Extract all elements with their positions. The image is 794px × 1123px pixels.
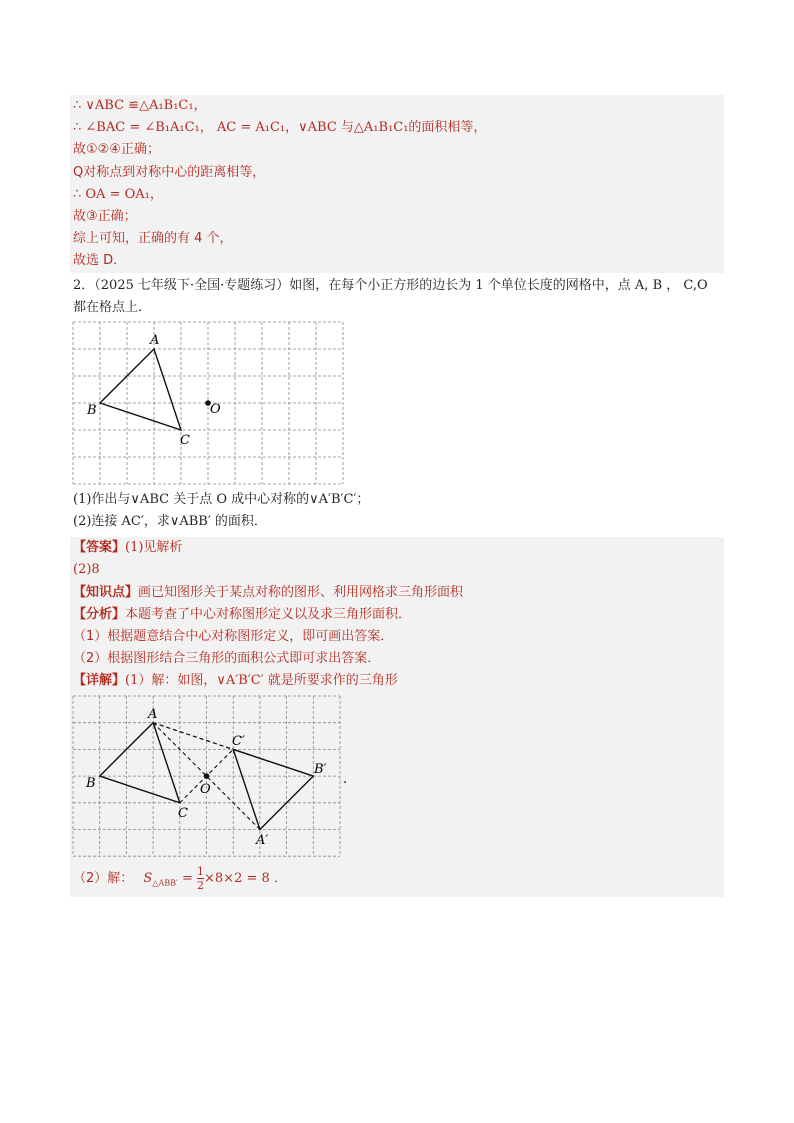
label-a-prime: A′ xyxy=(256,832,269,848)
solution-line-7: 综上可知，正确的有 4 个， xyxy=(70,228,724,250)
figure-trailing-period: . xyxy=(343,771,348,787)
detail-tag: 【详解】 xyxy=(73,673,126,689)
area-result: ×8×2 = 8 ． xyxy=(204,870,287,886)
detail-line xyxy=(70,670,724,692)
answer-part-1: (1)见解析 xyxy=(125,540,183,556)
figure-1 xyxy=(70,319,724,487)
label-b: B xyxy=(87,402,97,418)
triangle-a2b2c2 xyxy=(233,749,313,829)
fraction-denominator: 2 xyxy=(197,878,205,892)
triangle-abc xyxy=(100,349,181,430)
answer-line-1 xyxy=(70,537,724,559)
figure-2 xyxy=(70,693,724,861)
question-part-2: (2)连接 AC′，求∨ABB′ 的面积． xyxy=(70,511,724,533)
detail-text: (1）解：如图，∨A′B′C′ 就是所要求作的三角形 xyxy=(125,673,398,689)
part2-solution xyxy=(70,861,724,897)
label-o: O xyxy=(210,401,221,417)
triangle-abc-2 xyxy=(100,722,180,802)
label-a: A xyxy=(150,332,160,348)
analysis-step-1: （1）根据题意结合中心对称图形定义，即可画出答案． xyxy=(70,626,724,648)
answer-tag: 【答案】 xyxy=(73,540,126,556)
fraction-numerator: 1 xyxy=(197,864,205,878)
knowledge-line xyxy=(70,582,724,604)
analysis-tag: 【分析】 xyxy=(73,606,126,622)
answer-line-2: (2)8 xyxy=(70,559,724,581)
grid-figure-1 xyxy=(70,319,370,487)
solution-line-3: 故①②④正确； xyxy=(70,139,724,161)
solution-line-1: ∴ ∨ABC ≌△A₁B₁C₁， xyxy=(70,95,724,117)
knowledge-text: 画已知图形关于某点对称的图形、利用网格求三角形面积 xyxy=(138,584,464,600)
fraction-half xyxy=(197,865,204,892)
question-line-1: 2．（2025 七年级下·全国·专题练习）如图，在每个小正方形的边长为 1 个单位长度的网格中，点 A, B ， C,O xyxy=(70,275,724,297)
equals-sign: = xyxy=(177,870,198,886)
solution-line-2: ∴ ∠BAC = ∠B₁A₁C₁， AC = A₁C₁，∨ABC 与△A₁B₁C₁的面积相等， xyxy=(70,117,724,139)
label-c-2: C xyxy=(178,805,188,821)
label-o-2: O xyxy=(200,781,211,797)
analysis-text: 本题考查了中心对称图形定义以及求三角形面积． xyxy=(125,606,412,622)
solution-line-5: ∴ OA = OA₁， xyxy=(70,184,724,206)
part2-prefix: （2）解： xyxy=(73,870,134,886)
grid-figure-2 xyxy=(70,693,370,861)
knowledge-tag: 【知识点】 xyxy=(73,584,139,600)
analysis-line xyxy=(70,604,724,626)
document-page xyxy=(70,95,724,897)
solution-line-8: 故选 D． xyxy=(70,250,724,272)
area-symbol: S xyxy=(143,870,153,886)
label-b-2: B xyxy=(86,775,96,791)
solution-line-6: 故③正确； xyxy=(70,206,724,228)
area-subscript: △ABB′ xyxy=(152,878,178,888)
question-part-1: (1)作出与∨ABC 关于点 O 成中心对称的∨A′B′C′； xyxy=(70,489,724,511)
question-line-2: 都在格点上． xyxy=(70,297,724,319)
label-c: C xyxy=(180,432,190,448)
solution-line-4: Q对称点到对称中心的距离相等， xyxy=(70,162,724,184)
point-o-2 xyxy=(204,773,210,779)
label-a-2: A xyxy=(148,706,158,722)
analysis-step-2: （2）根据图形结合三角形的面积公式即可求出答案． xyxy=(70,648,724,670)
label-c-prime: C′ xyxy=(232,733,245,749)
label-b-prime: B′ xyxy=(314,761,327,777)
